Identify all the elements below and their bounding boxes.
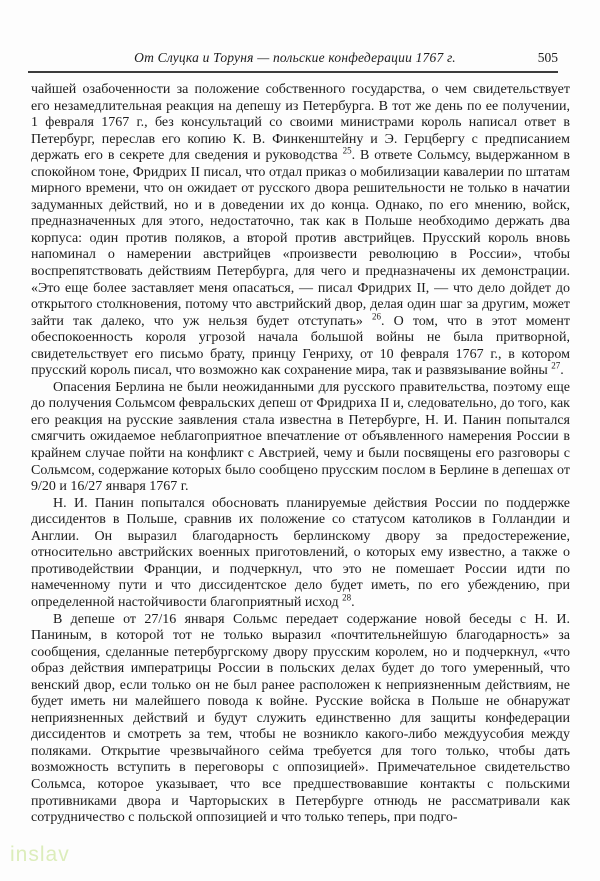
- paragraph: Н. И. Панин попытался обосновать планируемые действия России по поддержке диссидентов в Польше, сравнив их положение со статусом католиков в Голландии и Англии. Он выразил благодарность берлинскому двору за предостережение, относительно австрийских военных приготовлений, о которых ему известно, а также о противодействии Франции, и подчеркнул, что это не помешает России идти по намеченному пути и что диссидентское дело будет иметь, по его убеждению, при определенной настойчивости благоприятный исход $^{28}$.: [31, 495, 570, 610]
- watermark: inslav: [10, 843, 70, 866]
- footnote-ref: 26: [372, 311, 381, 321]
- running-title: От Слуцка и Торуня — польские конфедерации 1767 г.: [134, 50, 456, 65]
- page-number: 505: [537, 50, 558, 65]
- footnote-ref: 27: [551, 360, 561, 371]
- paragraph: Опасения Берлина не были неожиданными для русского правительства, поэтому еще до получения Сольмсом февральских депеш от Фридриха II и, следовательно, до того, как его реакция на русские заявления стала известна в Петербурге, Н. И. Панин попытался смягчить ожидаемое неблагоприятное впечатление от объявленного намерения России в крайнем случае пойти на конфликт с Австрией, чему и были посвящены его разговоры с Сольмсом, содержание которых было сообщено прусским послом в Берлине в депешах от 9/20 и 16/27 января 1767 г.: [31, 379, 570, 495]
- running-header: [30, 50, 560, 68]
- paragraph: чайшей озабоченности за положение собственного государства, о чем свидетельствует его незамедлительная реакция на депешу из Петербурга. В тот же день по ее получении, 1 февраля 1767 г., без консультаций со своими министрами король написал ответ в Петербург, переслав его копию К. В. Финкенштейну и Э. Герцбергу с предписанием держать его в секрете для сведения и руководства $^{25}$. В ответе Сольмсу, выдержанном в спокойном тоне, Фридрих II писал, что отдал приказ о мобилизации кавалерии по штатам мирного времени, что он ожидает от русского двора решительности не только в начатии задуманных действий, но и в доведении их до конца. Однако, по его мнению, войск, предназначенных для этого, недостаточно, так как в Польше необходимо держать два корпуса: один против поляков, а второй против австрийцев. Прусский король вновь напоминал о намерении австрийцев «произвести революцию в России», чтобы воспрепятствовать действиям Петербурга, для чего и предназначены их демонстрации. «Это еще более заставляет меня опасаться, — писал Фридрих II, — что дело дойдет до открытого столкновения, потому что австрийский двор, делая один шаг за другим, может зайти так далеко, что уж нельзя будет отступать» $^{26}$. О том, что в этот момент обеспокоенность короля угрозой начала большой войны не была притворной, свидетельствует его письмо брату, принцу Генриху, от 10 февраля 1767 г., в котором прусский король писал, что возможно как сохранение мира, так и развязывание войны $^{27}$.: [31, 82, 570, 379]
- header-rule: [28, 71, 558, 73]
- text-block: [31, 82, 570, 827]
- footnote-ref: 25: [342, 145, 352, 156]
- footnote-ref: 28: [342, 592, 352, 603]
- paragraph: В депеше от 27/16 января Сольмс передает содержание новой беседы с Н. И. Паниным, в которой тот не только выразил «почтительнейшую благодарность» за сообщения, сделанные петербургскому двору прусским королем, но и подчеркнул, «что образ действия императрицы России в польских делах будет до того умеренный, что венский двор, если только он не был ранее расположен к неприязненным действиям, не будет иметь ни малейшего повода к войне. Русские войска в Польше не обнаружат неприязненных действий и будут служить единственно для защиты конфедерации диссидентов и смотреть за тем, чтобы не возникло какого-либо междуусобия между поляками. Открытие чрезвычайного сейма требуется для того только, чтобы дать возможность вступить в переговоры с оппозицией». Примечательное свидетельство Сольмса, которое указывает, что все предшествовавшие контакты с польскими противниками двора и Чарторыских в Петербурге отнюдь не рассматривали как сотрудничество с польской оппозицией и что только теперь, при подго-: [31, 611, 570, 826]
